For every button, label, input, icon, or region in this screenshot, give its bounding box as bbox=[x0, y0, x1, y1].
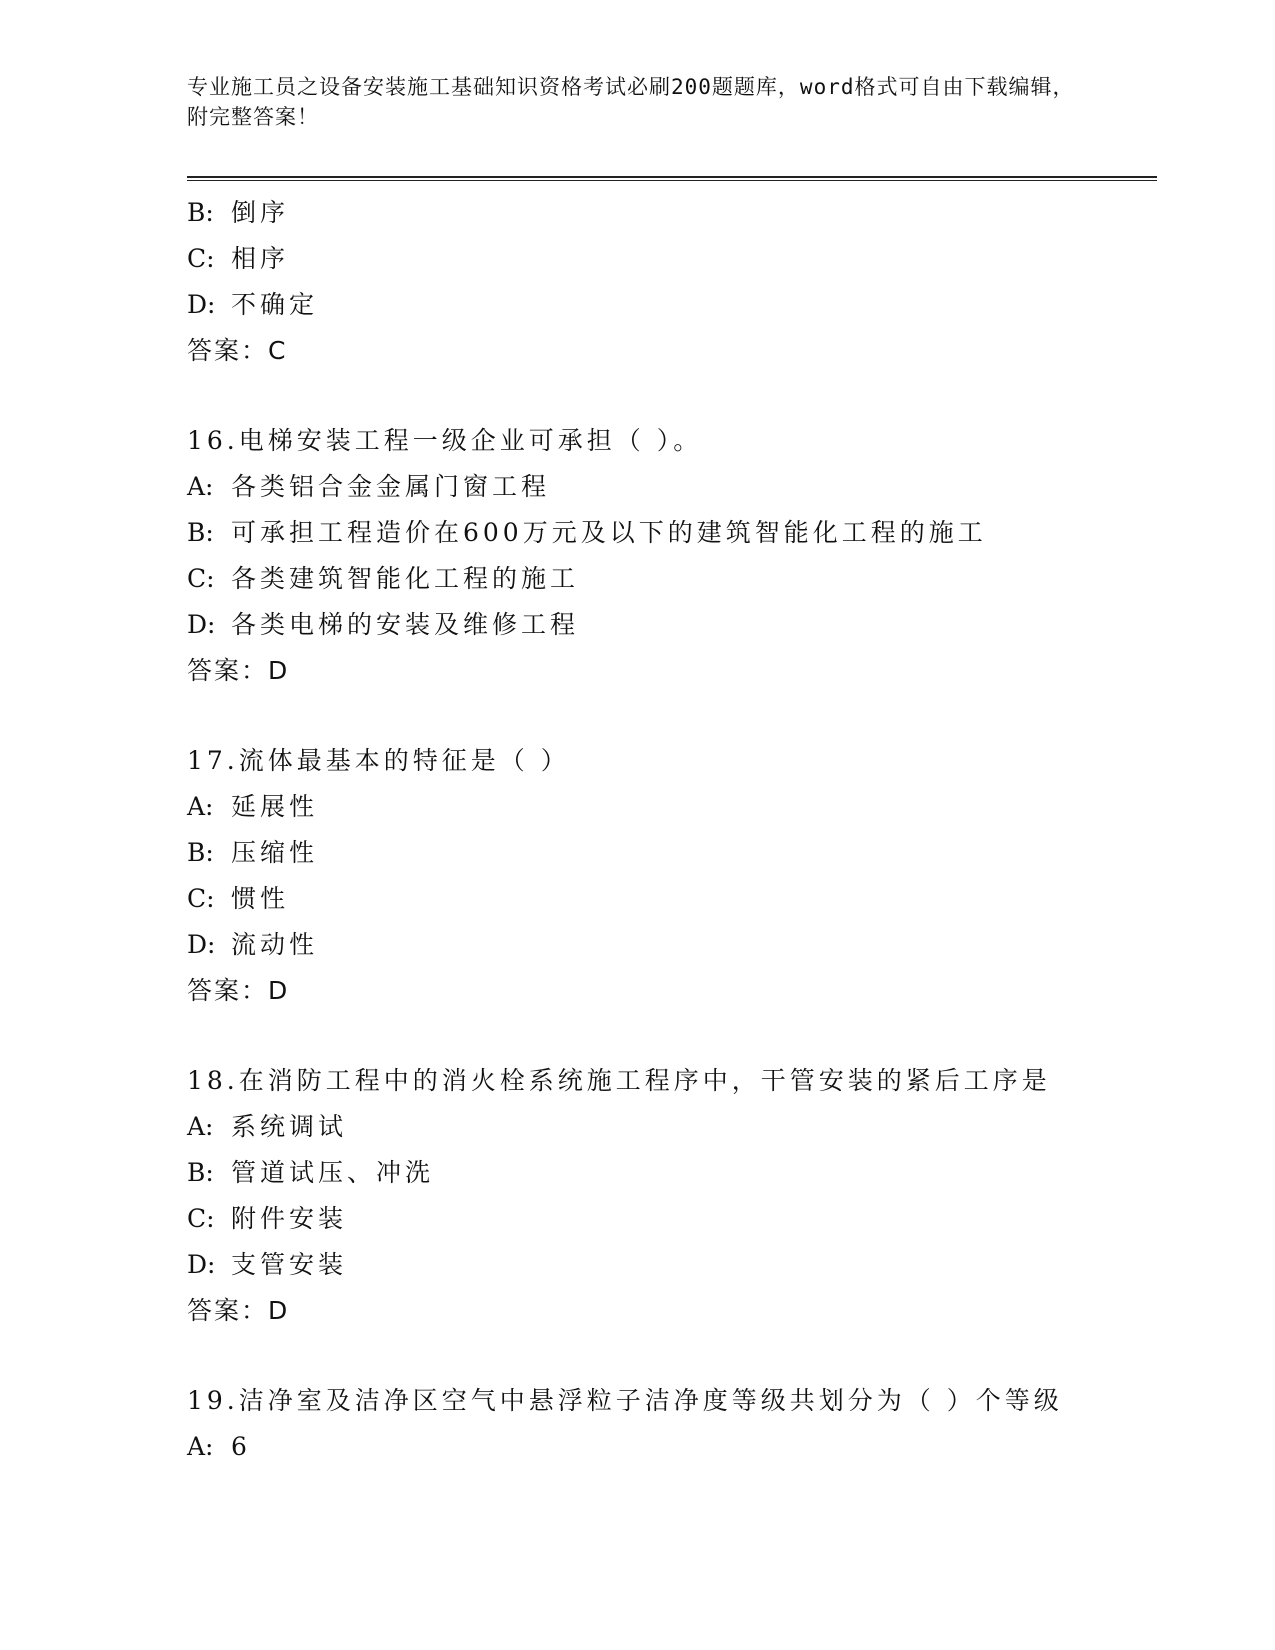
option-a: A: 6 bbox=[187, 1432, 251, 1461]
option-b: B: 倒序 bbox=[187, 198, 290, 227]
answer-line: 答案：D bbox=[187, 976, 290, 1005]
question-block-17 bbox=[187, 738, 1167, 1014]
question-stem: 17.流体最基本的特征是（ ） bbox=[187, 746, 570, 775]
option-d: D: 不确定 bbox=[187, 290, 319, 319]
option-d: D: 各类电梯的安装及维修工程 bbox=[187, 610, 580, 639]
question-stem: 16.电梯安装工程一级企业可承担（ ）。 bbox=[187, 426, 703, 455]
option-d: D: 流动性 bbox=[187, 930, 319, 959]
answer-line: 答案：D bbox=[187, 656, 290, 685]
option-a: A: 各类铝合金金属门窗工程 bbox=[187, 472, 551, 501]
answer-line: 答案：D bbox=[187, 1296, 290, 1325]
option-c: C: 附件安装 bbox=[187, 1204, 348, 1233]
question-stem: 19.洁净室及洁净区空气中悬浮粒子洁净度等级共划分为（ ）个等级 bbox=[187, 1386, 1063, 1415]
option-c: C: 各类建筑智能化工程的施工 bbox=[187, 564, 580, 593]
option-c: C: 相序 bbox=[187, 244, 290, 273]
document-header bbox=[187, 72, 1087, 132]
document-title: 专业施工员之设备安装施工基础知识资格考试必刷200题题库，word格式可自由下载编辑，附完整答案！ bbox=[187, 75, 1075, 129]
option-b: B: 可承担工程造价在600万元及以下的建筑智能化工程的施工 bbox=[187, 518, 987, 547]
question-block-prev bbox=[187, 190, 1167, 374]
option-a: A: 延展性 bbox=[187, 792, 319, 821]
option-b: B: 管道试压、冲洗 bbox=[187, 1158, 435, 1187]
header-divider bbox=[187, 176, 1157, 181]
question-block-18 bbox=[187, 1058, 1167, 1334]
question-list bbox=[187, 190, 1167, 1470]
option-b: B: 压缩性 bbox=[187, 838, 319, 867]
option-c: C: 惯性 bbox=[187, 884, 290, 913]
question-stem: 18.在消防工程中的消火栓系统施工程序中，干管安装的紧后工序是 bbox=[187, 1066, 1051, 1095]
option-d: D: 支管安装 bbox=[187, 1250, 348, 1279]
answer-line: 答案：C bbox=[187, 336, 288, 365]
option-a: A: 系统调试 bbox=[187, 1112, 348, 1141]
question-block-19 bbox=[187, 1378, 1167, 1470]
question-block-16 bbox=[187, 418, 1167, 694]
